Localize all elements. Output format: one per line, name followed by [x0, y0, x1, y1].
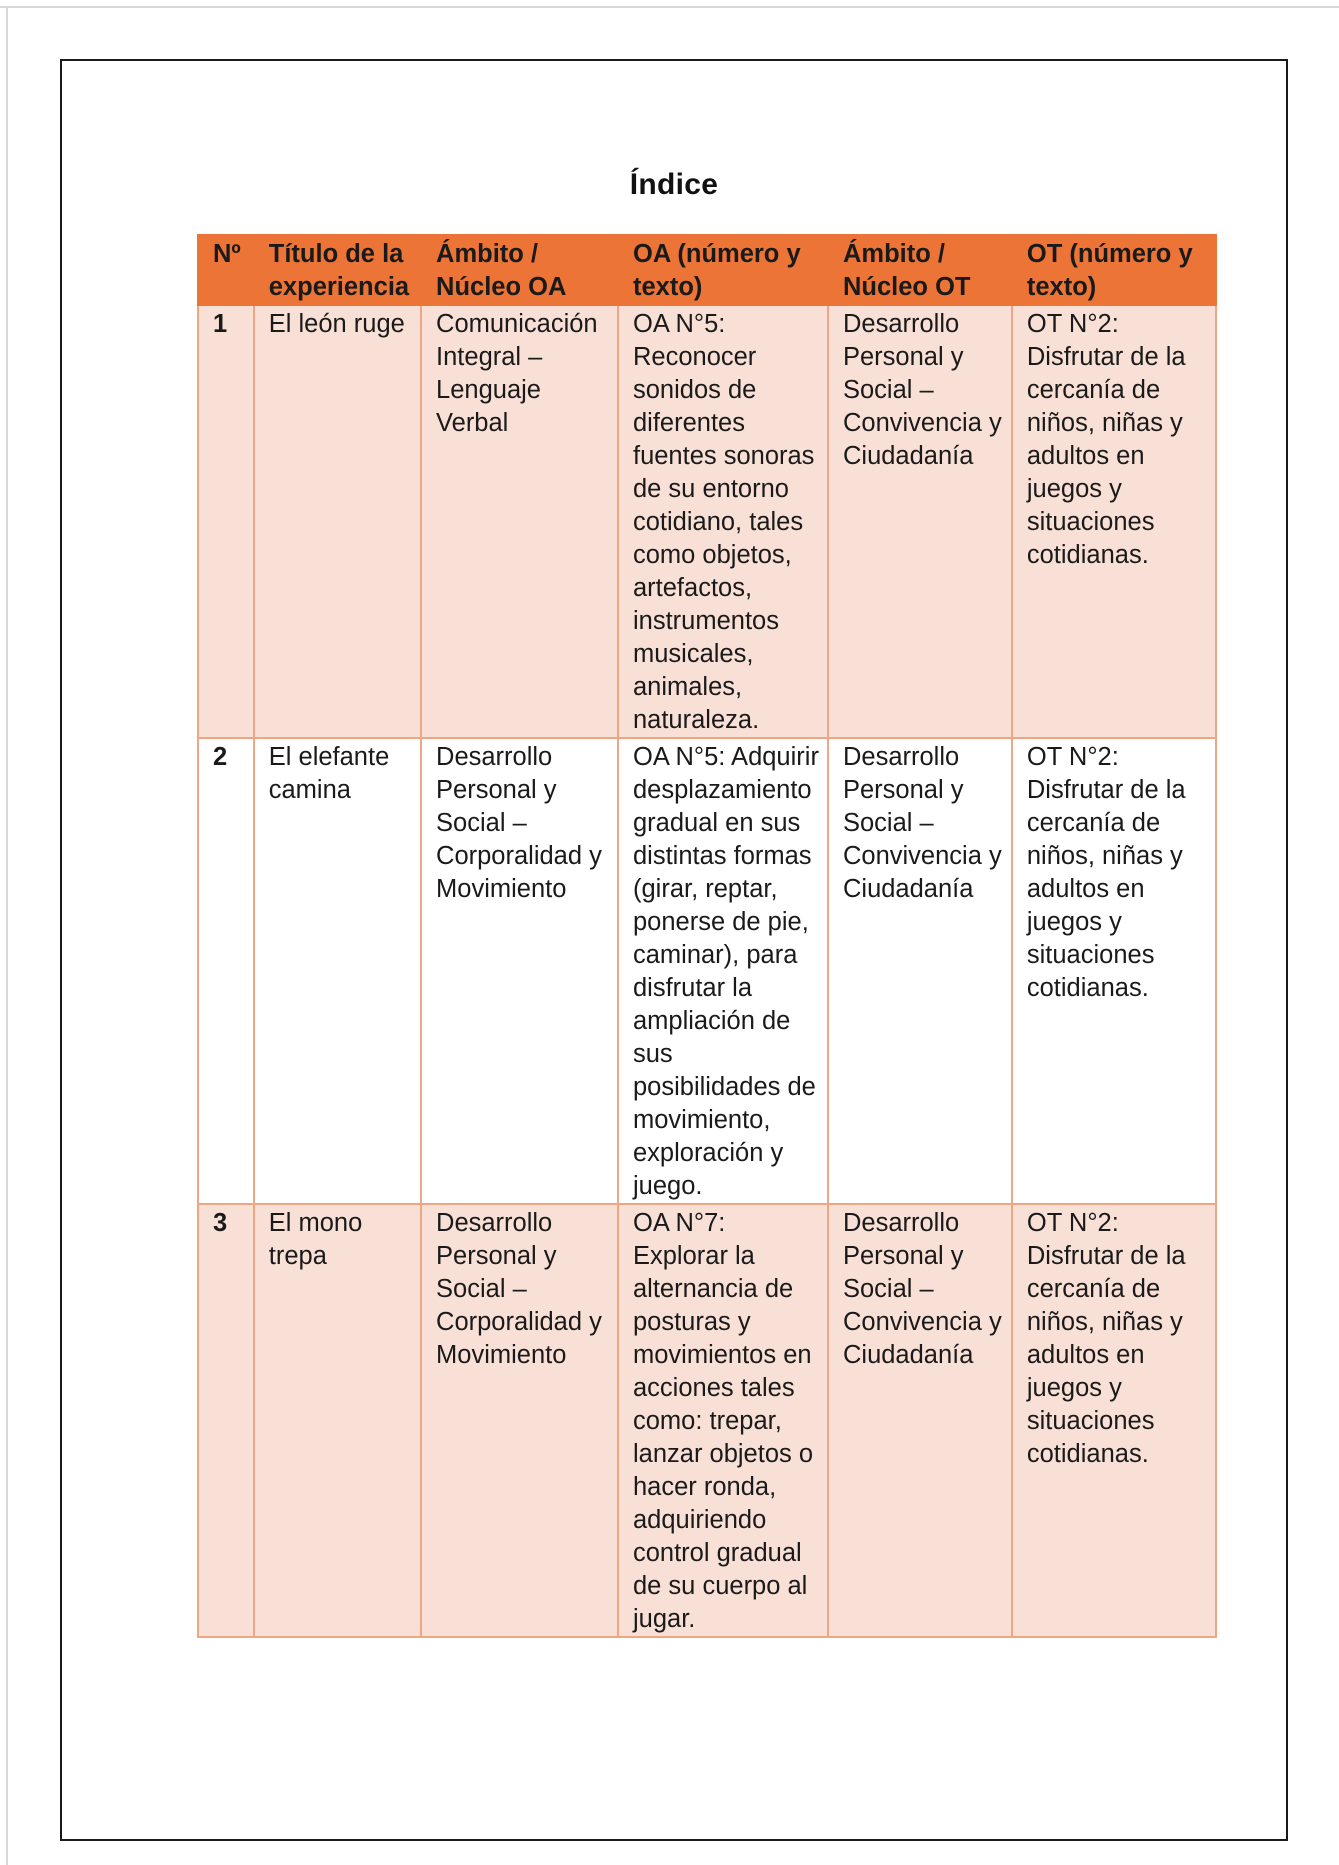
table-row	[198, 305, 1216, 738]
window-left-edge	[6, 6, 8, 1865]
header-titulo: Título de la experiencia	[254, 235, 421, 305]
index-table	[197, 234, 1217, 1638]
page-title: Índice	[629, 168, 719, 201]
row-oa: OA N°5: Reconocer sonidos de diferentes fuentes sonoras de su entorno cotidiano, tales como objetos, artefactos, instrumentos musicales, animales, naturaleza.	[618, 305, 828, 738]
row-num: 1	[198, 305, 254, 738]
table-header-row	[198, 235, 1216, 305]
header-ambito-ot: Ámbito / Núcleo OT	[828, 235, 1012, 305]
row-oa: OA N°7: Explorar la alternancia de posturas y movimientos en acciones tales como: trepar, lanzar objetos o hacer ronda, adquiriendo control gradual de su cuerpo al jugar.	[618, 1204, 828, 1637]
row-ambito-oa: Comunicación Integral – Lenguaje Verbal	[421, 305, 618, 738]
row-titulo: El león ruge	[254, 305, 421, 738]
header-oa: OA (número y texto)	[618, 235, 828, 305]
row-ambito-oa: Desarrollo Personal y Social – Corporalidad y Movimiento	[421, 738, 618, 1204]
row-ambito-ot: Desarrollo Personal y Social – Convivencia y Ciudadanía	[828, 305, 1012, 738]
header-ot: OT (número y texto)	[1012, 235, 1216, 305]
row-oa: OA N°5: Adquirir desplazamiento gradual en sus distintas formas (girar, reptar, ponerse de pie, caminar), para disfrutar la ampliación de sus posibilidades de movimiento, exploración y juego.	[618, 738, 828, 1204]
row-num: 3	[198, 1204, 254, 1637]
row-ambito-ot: Desarrollo Personal y Social – Convivencia y Ciudadanía	[828, 738, 1012, 1204]
document-page	[60, 59, 1288, 1841]
table-row	[198, 1204, 1216, 1637]
row-ot: OT N°2: Disfrutar de la cercanía de niños, niñas y adultos en juegos y situaciones cotidianas.	[1012, 1204, 1216, 1637]
window-top-edge	[0, 6, 1339, 8]
table-row	[198, 738, 1216, 1204]
row-ambito-oa: Desarrollo Personal y Social – Corporalidad y Movimiento	[421, 1204, 618, 1637]
header-num: Nº	[198, 235, 254, 305]
row-ot: OT N°2: Disfrutar de la cercanía de niños, niñas y adultos en juegos y situaciones cotidianas.	[1012, 305, 1216, 738]
row-num: 2	[198, 738, 254, 1204]
row-titulo: El elefante camina	[254, 738, 421, 1204]
header-ambito-oa: Ámbito / Núcleo OA	[421, 235, 618, 305]
row-ot: OT N°2: Disfrutar de la cercanía de niños, niñas y adultos en juegos y situaciones cotidianas.	[1012, 738, 1216, 1204]
row-titulo: El mono trepa	[254, 1204, 421, 1637]
row-ambito-ot: Desarrollo Personal y Social – Convivencia y Ciudadanía	[828, 1204, 1012, 1637]
